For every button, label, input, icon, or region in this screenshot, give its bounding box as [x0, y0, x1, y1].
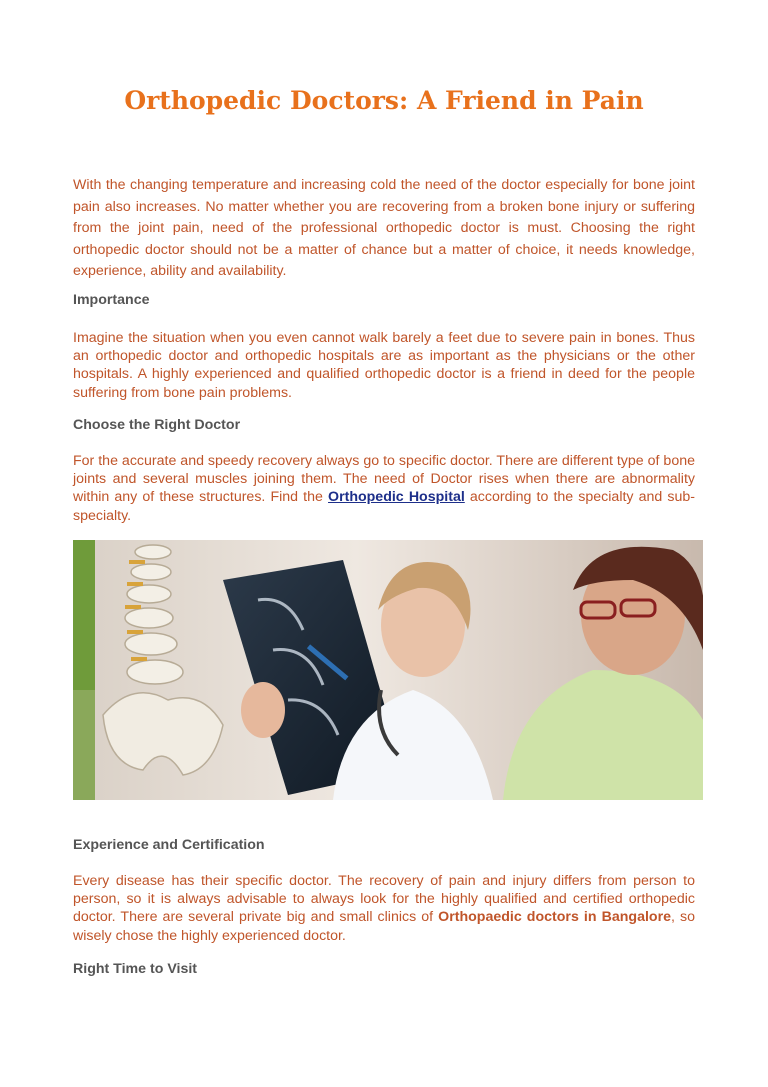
- page-title: Orthopedic Doctors: A Friend in Pain: [124, 86, 644, 115]
- choose-text-before: For the accurate and speedy recovery always go to specific doctor. There are different type of bone joints and several muscles joining them. The need of Doctor rises when there are abnormality within any of these structures. Find the: [73, 453, 695, 506]
- right-time-heading: Right Time to Visit: [73, 961, 198, 977]
- importance-paragraph: Imagine the situation when you even cannot walk barely a feet due to severe pain in bones. Thus an orthopedic doctor and orthopedic hospitals are as important as the physicians or the other hospitals. A highly experienced and qualified orthopedic doctor is a friend in deed for the people suffering from bone pain problems.: [73, 330, 695, 401]
- experience-heading: Experience and Certification: [73, 837, 265, 853]
- experience-text-after: , so wisely chose the highly experienced doctor.: [73, 909, 695, 944]
- choose-doctor-heading: Choose the Right Doctor: [73, 417, 241, 433]
- choose-doctor-paragraph: [73, 452, 695, 525]
- importance-heading: Importance: [73, 292, 150, 308]
- experience-paragraph: [73, 872, 695, 945]
- experience-text-before: Every disease has their specific doctor. The recovery of pain and injury differs from person to person, so it is always advisable to always look for the highly qualified and certified orthopedic doctor. There are several private big and small clinics of: [73, 873, 695, 926]
- orthopedic-hospital-link[interactable]: Orthopedic Hospital: [328, 489, 465, 506]
- doctor-reviewing-xray-icon: [73, 540, 703, 800]
- choose-text-after: according to the specialty and sub-specialty.: [73, 489, 695, 524]
- intro-paragraph: With the changing temperature and increasing cold the need of the doctor especially for bone joint pain also increases. No matter whether you are recovering from a broken bone injury or suffering from the joint pain, need of the professional orthopedic doctor is must. Choosing the right orthopedic doctor should not be a matter of chance but a matter of choice, it needs knowledge, experience, ability and availability.: [73, 177, 695, 279]
- orthopaedic-doctors-bangalore-keyword: Orthopaedic doctors in Bangalore: [438, 909, 671, 926]
- doctor-xray-photo: [73, 540, 703, 800]
